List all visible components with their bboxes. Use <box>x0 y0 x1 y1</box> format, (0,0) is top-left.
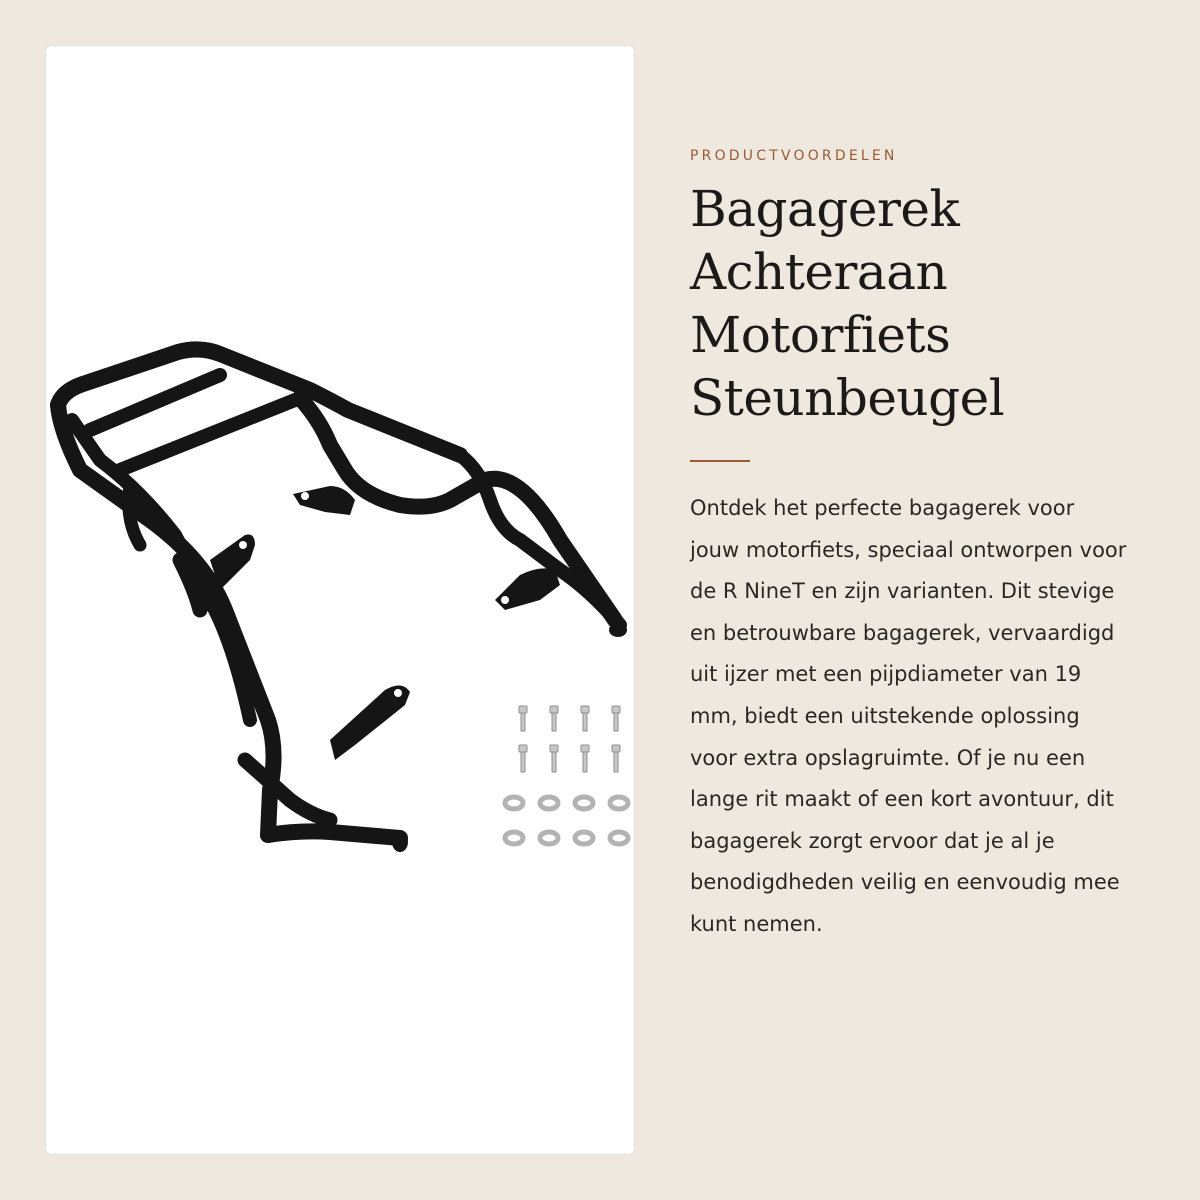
hardware-kit <box>505 706 628 844</box>
product-title-line: Bagagerek <box>690 180 960 238</box>
product-title-line: Achteraan <box>690 243 948 301</box>
product-image <box>46 46 634 1154</box>
product-description: Ontdek het perfecte bagagerek voor jouw motorfiets, speciaal ontworpen voor de R NineT en zijn varianten. Dit stevige en betrouwbare bagagerek, vervaardigd uit ijzer met een pijpdiameter van 19 mm, biedt een uitstekende oplossing voor extra opslagruimte. Of je nu een lange rit maakt of een kort avontuur, dit bagagerek zorgt ervoor dat je al je benodigdheden veilig en eenvoudig mee kunt nemen. <box>690 496 1127 936</box>
section-eyebrow: PRODUCTVOORDELEN <box>690 148 898 164</box>
product-title-line: Steunbeugel <box>690 369 1005 427</box>
product-image-card <box>46 46 634 1154</box>
accent-divider <box>690 460 750 462</box>
product-title-line: Motorfiets <box>690 306 951 364</box>
product-title <box>690 178 1140 430</box>
product-benefits-section <box>690 148 1140 946</box>
